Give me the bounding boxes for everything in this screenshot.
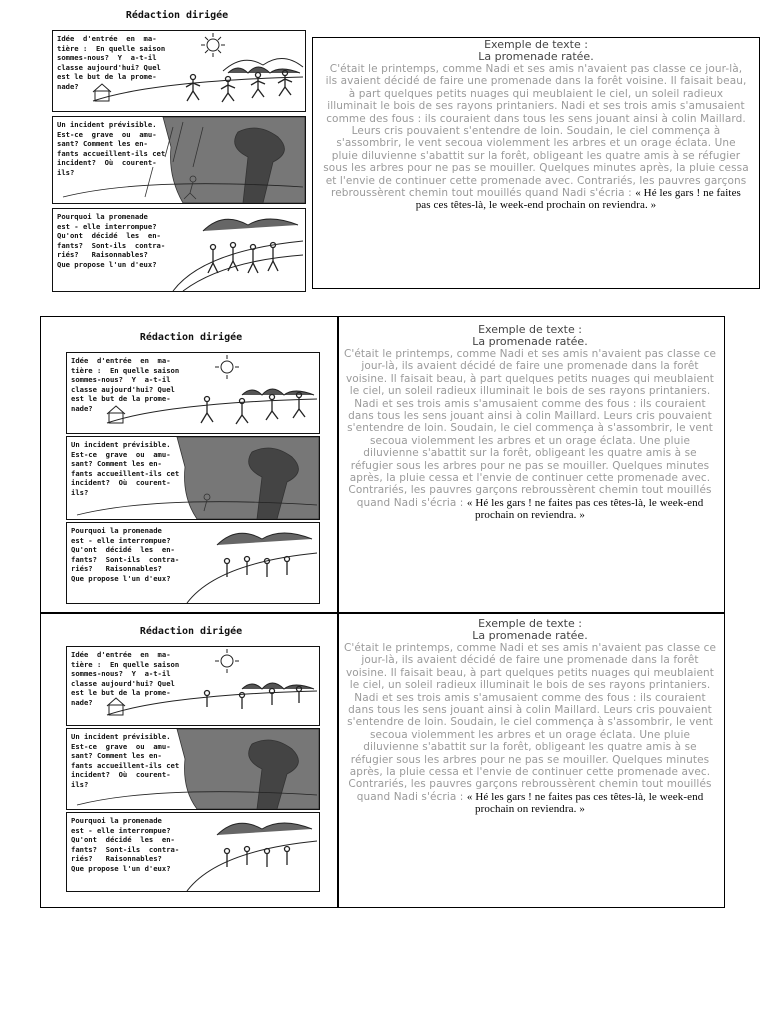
illustration-promenade xyxy=(67,353,319,433)
panel-2 xyxy=(66,728,320,810)
panel-question: Pourquoi la promenade est - elle interrompue? Qu'ont décidé les en- fants? Sont-ils contra- riés? Raisonnables? Que propose l'un d'eux? xyxy=(71,526,180,583)
panel-1 xyxy=(52,30,306,112)
story-text: C'était le printemps, comme Nadi et ses amis n'avaient pas classe ce jour-là, ils avaient décidé de faire une promenade dans la forêt voisine. Il faisait beau, à part quelques petits nuages qui meublaient le ciel, un soleil radieux illuminait le bois de ses rayons printaniers. Nadi et ses trois amis s'amusaient comme des fous : ils couraient dans tous les sens jouant ainsi à colin Maillard. Leurs cris pouvaient s'entendre de loin. Soudain, le ciel commença à s'assombrir, le vent secoua violemment les arbres et un orage éclata. Une pluie diluvienne s'abattit sur la forêt, obligeant les quatre amis à se réfugier sous les arbres pour ne pas se mouiller. Quelques minutes après, la pluie cessa et l'envie de continuer cette promenade avec. Contrariés, les pauvres garçons rebroussèrent chemin tout mouillés quand Nadi s'écria : « Hé les gars ! ne faites pas ces têtes-là, le week-end prochain on reviendra. » xyxy=(323,63,749,212)
illustration-return xyxy=(67,523,319,603)
example-heading: Exemple de texte : xyxy=(478,323,582,336)
panel-3 xyxy=(66,522,320,604)
example-heading: Exemple de texte : xyxy=(478,617,582,630)
worksheet-title: Rédaction dirigée xyxy=(125,10,229,21)
panel-3 xyxy=(66,812,320,892)
worksheet-middle xyxy=(62,328,320,612)
panel-1 xyxy=(66,352,320,434)
illustration-return xyxy=(53,209,305,291)
panel-1 xyxy=(66,646,320,726)
story-quote: « Hé les gars ! ne faites pas ces têtes-là, le week-end prochain on reviendra. » xyxy=(466,496,704,522)
story-quote: « Hé les gars ! ne faites pas ces têtes-là, le week-end prochain on reviendra. » xyxy=(466,790,704,816)
story-quote: « Hé les gars ! ne faites pas ces têtes-là, le week-end prochain on reviendra. » xyxy=(415,187,741,212)
worksheet-title: Rédaction dirigée xyxy=(139,332,243,343)
example-text-bottom xyxy=(342,618,718,900)
panel-question: Pourquoi la promenade est - elle interrompue? Qu'ont décidé les en- fants? Sont-ils contra- riés? Raisonnables? Que propose l'un d'eux? xyxy=(71,816,180,873)
panel-question: Un incident prévisible. Est-ce grave ou amu- sant? Comment les en- fants accueillent-ils cet incident? Où courent- ils? xyxy=(71,440,180,497)
worksheet-top xyxy=(48,6,306,290)
panel-question: Idée d'entrée en ma- tière : En quelle saison sommes-nous? Y a-t-il classe aujourd'hui? Quel est le but de la prome- nade? xyxy=(71,650,180,707)
panel-question: Idée d'entrée en ma- tière : En quelle saison sommes-nous? Y a-t-il classe aujourd'hui? Quel est le but de la prome- nade? xyxy=(71,356,180,413)
story-text: C'était le printemps, comme Nadi et ses amis n'avaient pas classe ce jour-là, ils avaient décidé de faire une promenade dans la forêt voisine. Il faisait beau, à part quelques petits nuages qui meublaient le ciel, un soleil radieux illuminait le bois de ses rayons printaniers. Nadi et ses trois amis s'amusaient comme des fous : ils couraient dans tous les sens jouant ainsi à colin Maillard. Leurs cris pouvaient s'entendre de loin. Soudain, le ciel commença à s'assombrir, le vent secoua violemment les arbres et un orage éclata. Une pluie diluvienne s'abattit sur la forêt, obligeant les quatre amis à se réfugier sous les arbres pour ne pas se mouiller. Quelques minutes après, la pluie cessa et l'envie de continuer cette promenade avec. Contrariés, les pauvres garçons rebroussèrent chemin tout mouillés quand Nadi s'écria : « Hé les gars ! ne faites pas ces têtes-là, le week-end prochain on reviendra. » xyxy=(343,348,717,522)
panel-question: Un incident prévisible. Est-ce grave ou amu- sant? Comment les en- fants accueillent-ils cet incident? Où courent- ils? xyxy=(57,120,166,177)
illustration-return xyxy=(67,813,319,891)
worksheet-bottom xyxy=(62,622,320,900)
example-heading: Exemple de texte : xyxy=(484,38,588,51)
panel-question: Idée d'entrée en ma- tière : En quelle saison sommes-nous? Y a-t-il classe aujourd'hui? Quel est le but de la prome- nade? xyxy=(57,34,166,91)
story-text: C'était le printemps, comme Nadi et ses amis n'avaient pas classe ce jour-là, ils avaient décidé de faire une promenade dans la forêt voisine. Il faisait beau, à part quelques petits nuages qui meublaient le ciel, un soleil radieux illuminait le bois de ses rayons printaniers. Nadi et ses trois amis s'amusaient comme des fous : ils couraient dans tous les sens jouant ainsi à colin Maillard. Leurs cris pouvaient s'entendre de loin. Soudain, le ciel commença à s'assombrir, le vent secoua violemment les arbres et un orage éclata. Une pluie diluvienne s'abattit sur la forêt, obligeant les quatre amis à se réfugier sous les arbres pour ne pas se mouiller. Quelques minutes après, la pluie cessa et l'envie de continuer cette promenade avec. Contrariés, les pauvres garçons rebroussèrent chemin tout mouillés quand Nadi s'écria : « Hé les gars ! ne faites pas ces têtes-là, le week-end prochain on reviendra. » xyxy=(343,642,717,816)
panel-3 xyxy=(52,208,306,292)
example-subtitle: La promenade ratée. xyxy=(478,50,594,63)
panel-question: Pourquoi la promenade est - elle interrompue? Qu'ont décidé les en- fants? Sont-ils contra- riés? Raisonnables? Que propose l'un d'eux? xyxy=(57,212,166,269)
example-text-top xyxy=(312,37,760,289)
illustration-promenade xyxy=(67,647,319,725)
illustration-storm xyxy=(67,437,319,519)
panel-question: Un incident prévisible. Est-ce grave ou amu- sant? Comment les en- fants accueillent-ils cet incident? Où courent- ils? xyxy=(71,732,180,789)
illustration-storm xyxy=(67,729,319,809)
worksheet-title: Rédaction dirigée xyxy=(139,626,243,637)
example-text-middle xyxy=(342,324,718,606)
illustration-storm xyxy=(53,117,305,203)
panel-2 xyxy=(52,116,306,204)
panel-2 xyxy=(66,436,320,520)
illustration-promenade xyxy=(53,31,305,111)
example-subtitle: La promenade ratée. xyxy=(472,335,588,348)
example-subtitle: La promenade ratée. xyxy=(472,629,588,642)
